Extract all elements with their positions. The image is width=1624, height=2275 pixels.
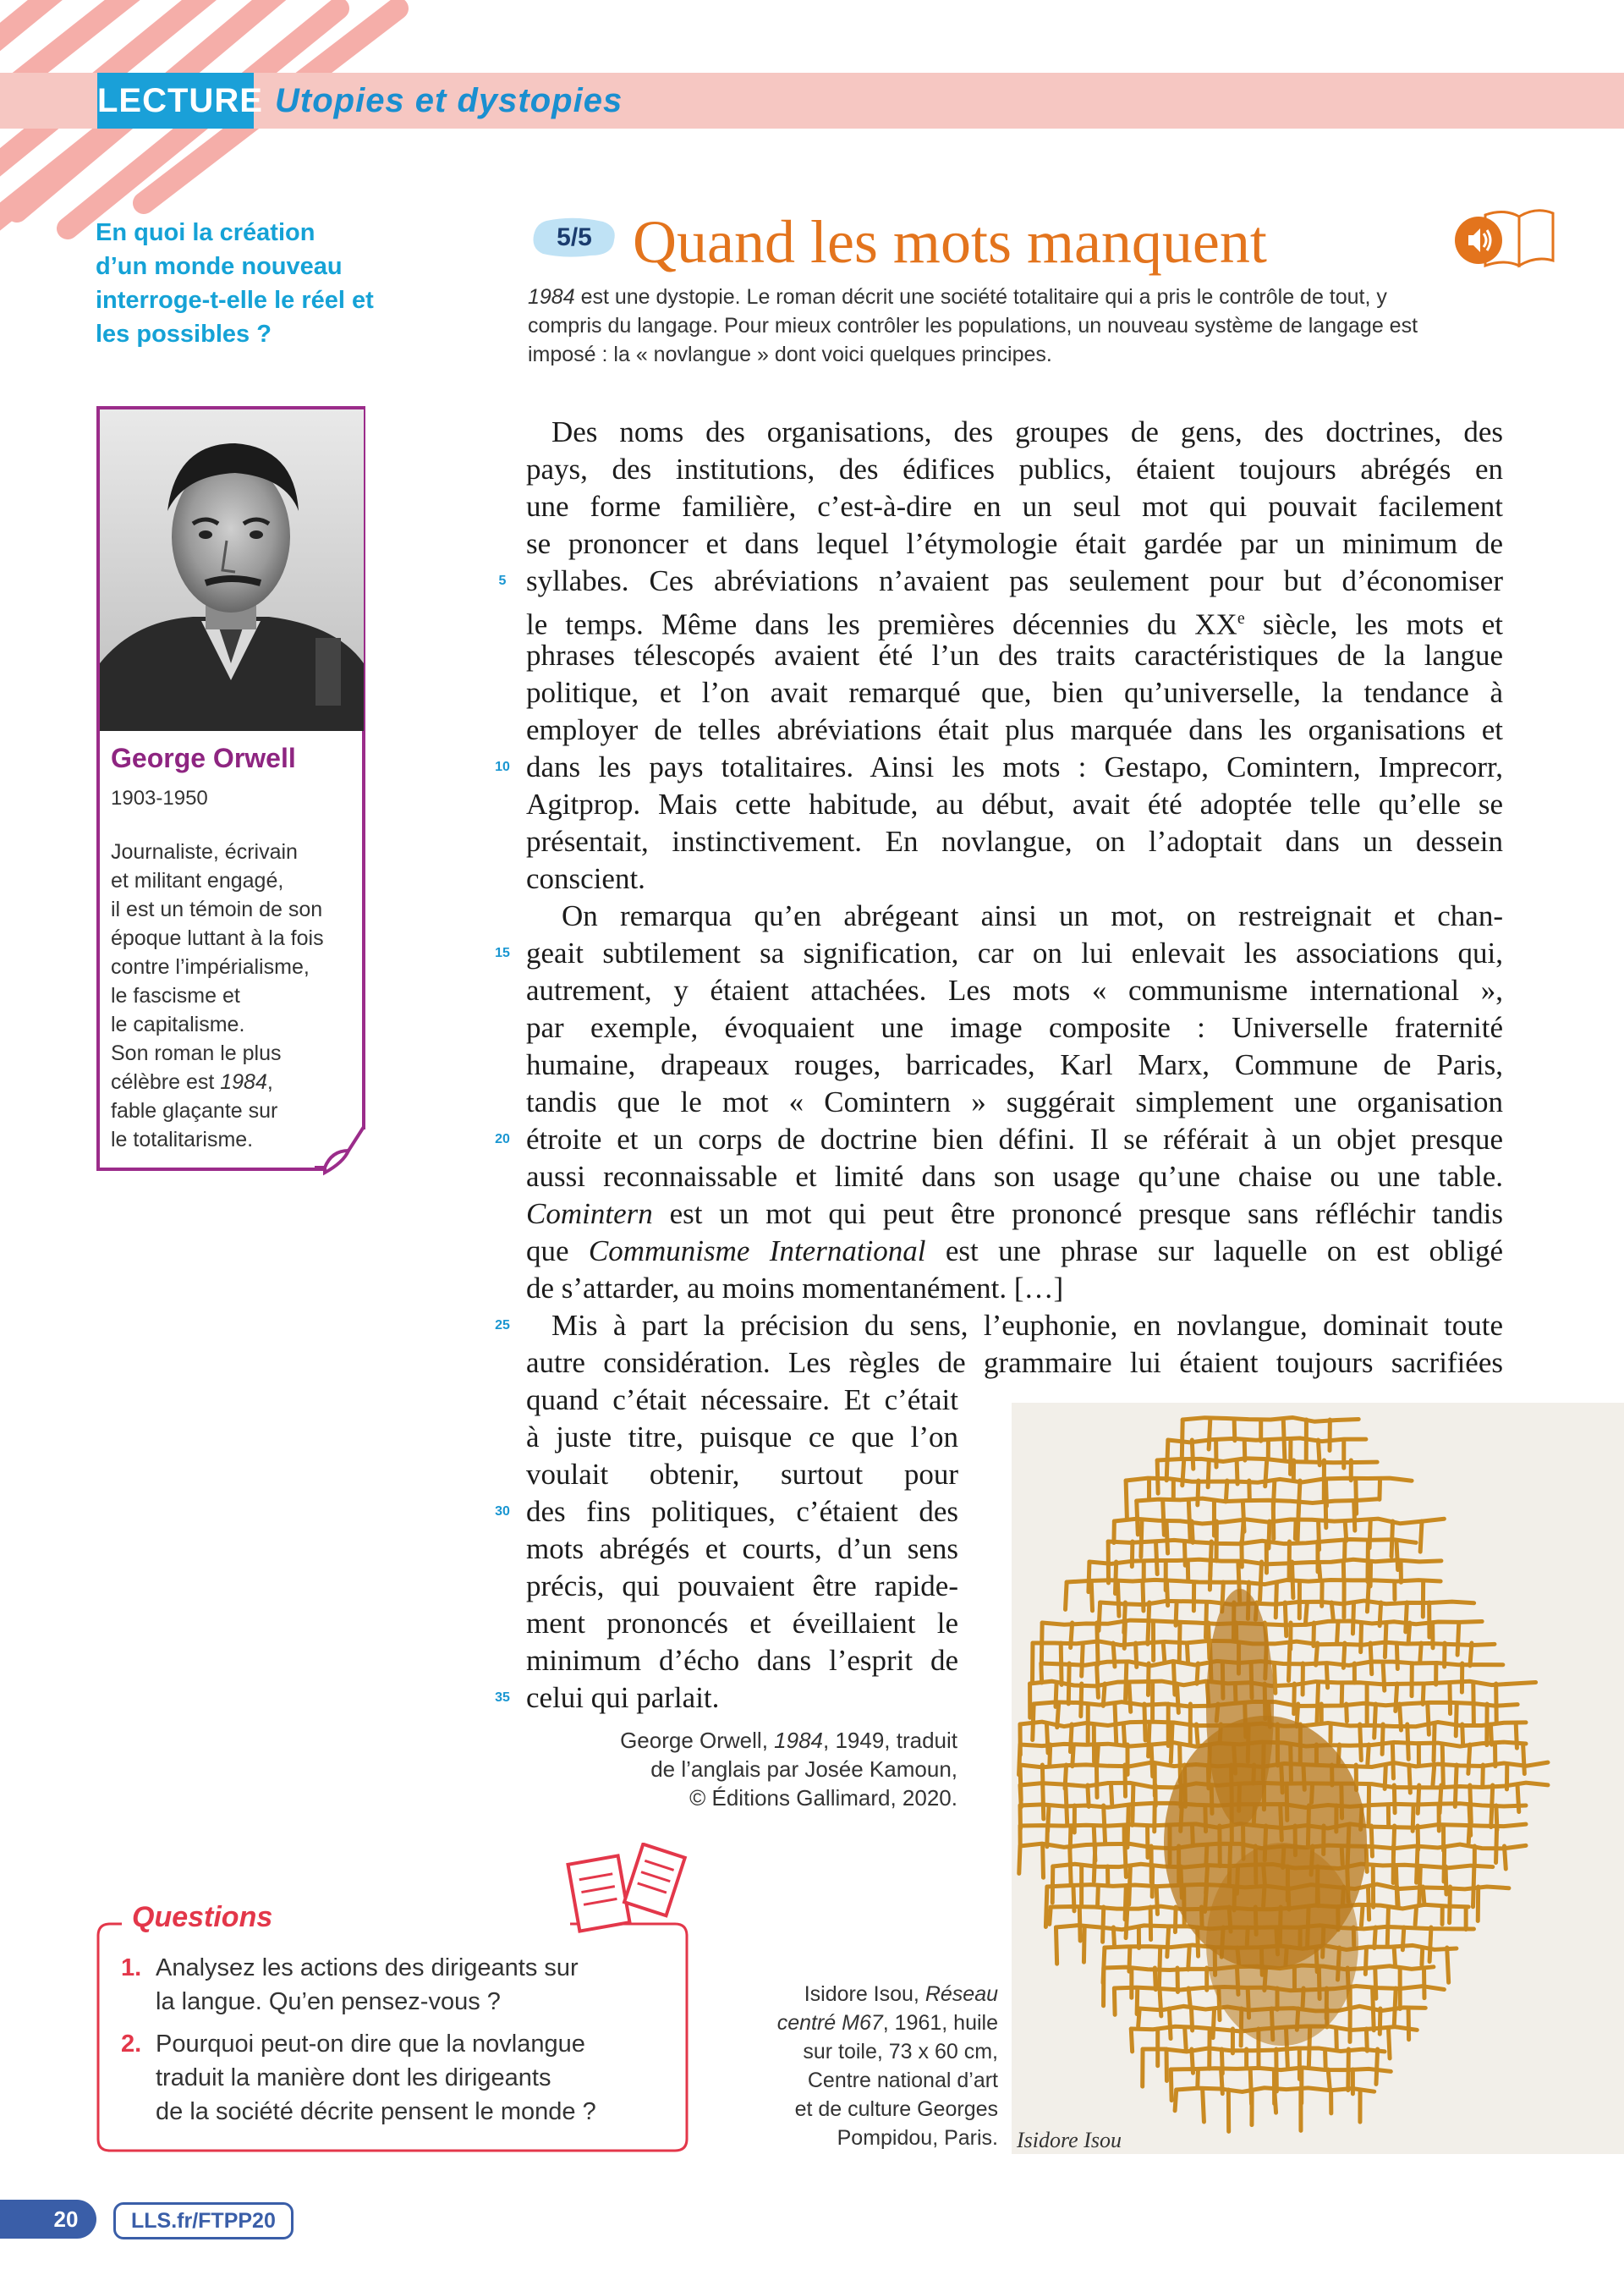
text-line xyxy=(526,600,1503,641)
caption-line: et de culture Georges xyxy=(794,2097,998,2121)
text-line: autrement, y étaient attachées. Les mots « communisme international », xyxy=(526,974,1503,1007)
superscript: e xyxy=(1237,609,1245,628)
caption-italic-title: Réseau xyxy=(924,1982,998,2006)
guiding-question-line: les possibles ? xyxy=(96,321,272,348)
text-line: politique, et l’on avait remarqué que, bien qu’universelle, la tendance à xyxy=(526,676,1503,709)
text-fragment: siècle, les mots et xyxy=(1244,607,1503,641)
bio-line: époque luttant à la fois xyxy=(111,926,324,950)
intro-text xyxy=(528,283,1502,369)
intro-line: imposé : la « novlangue » dont voici quelques principes. xyxy=(528,343,1052,366)
text-line: par exemple, évoquaient une image composite : Universelle fraternité xyxy=(526,1011,1503,1044)
text-line: tandis que le mot « Comintern » suggérait simplement une organisation xyxy=(526,1085,1503,1118)
caption-line xyxy=(744,1980,998,2008)
line-number: 10 xyxy=(495,760,510,774)
bio-line xyxy=(111,1068,352,1096)
audio-book-icon[interactable] xyxy=(1453,200,1555,272)
text-line: de s’attarder, au moins momentanément. […] xyxy=(526,1272,1064,1305)
guiding-question-line: d’un monde nouveau xyxy=(96,253,343,280)
text-line: Agitprop. Mais cette habitude, au début, avait été adoptée telle qu’elle se xyxy=(526,788,1503,821)
text-line: geait subtilement sa signification, car on lui enlevait les associations qui, xyxy=(526,937,1503,970)
question-number: 2. xyxy=(121,2030,142,2058)
guiding-question-line: En quoi la création xyxy=(96,219,315,246)
text-line: des fins politiques, c’étaient des xyxy=(526,1495,958,1528)
source-fragment: George Orwell, xyxy=(620,1728,775,1753)
italic-term: Comintern xyxy=(526,1197,653,1230)
papers-icon xyxy=(557,1843,692,1937)
painting-caption xyxy=(744,1980,998,2152)
line-number: 20 xyxy=(495,1132,510,1146)
text-line: On remarqua qu’en abrégeant ainsi un mot, on restreignait et chan- xyxy=(562,899,1503,932)
text-line xyxy=(526,1195,1503,1233)
italic-term: Communisme International xyxy=(588,1234,926,1267)
guiding-question-line: interroge-t-elle le réel et xyxy=(96,287,374,314)
text-line: Des noms des organisations, des groupes de gens, des doctrines, des xyxy=(551,415,1503,448)
bio-line: le fascisme et xyxy=(111,984,240,1008)
text-fragment: est une phrase sur laquelle on est obligé xyxy=(945,1234,1503,1267)
page-curl-decoration xyxy=(315,1125,369,1176)
text-line: précis, qui pouvaient être rapide- xyxy=(526,1569,958,1602)
text-line: conscient. xyxy=(526,862,645,895)
text-line xyxy=(526,1233,1503,1270)
page-number: 20 xyxy=(53,2206,79,2232)
intro-line: compris du langage. Pour mieux contrôler les populations, un nouveau système de langage est xyxy=(528,314,1418,338)
text-line: se prononcer et dans lequel l’étymologie était gardée par un minimum de xyxy=(526,527,1503,560)
text-line: celui qui parlait. xyxy=(526,1681,720,1714)
author-dates: 1903-1950 xyxy=(111,787,208,810)
text-line: syllabes. Ces abréviations n’avaient pas seulement pour but d’économiser xyxy=(526,564,1503,597)
lls-link[interactable]: LLS.fr/FTPP20 xyxy=(113,2202,294,2239)
author-name: George Orwell xyxy=(111,743,296,773)
source-fragment: , 1949, traduit xyxy=(823,1728,957,1753)
text-line: Mis à part la précision du sens, l’euphonie, en novlangue, dominait toute xyxy=(551,1309,1503,1342)
question-text-line: la langue. Qu’en pensez-vous ? xyxy=(156,1988,501,2015)
bio-line: le totalitarisme. xyxy=(111,1128,254,1151)
text-fragment: est un mot qui peut être prononcé presque sans réfléchir tandis xyxy=(669,1197,1503,1230)
question-text-line: de la société décrite pensent le monde ? xyxy=(156,2098,596,2125)
line-number: 30 xyxy=(495,1504,510,1519)
bio-line: contre l’impérialisme, xyxy=(111,955,310,979)
text-line: présentait, instinctivement. En novlangue, on l’adoptait dans un dessein xyxy=(526,825,1503,858)
bio-text-fragment: célèbre est xyxy=(111,1070,215,1094)
line-number: 25 xyxy=(495,1318,510,1333)
text-line: pays, des institutions, des édifices publics, étaient toujours abrégés en xyxy=(526,453,1503,486)
author-card-border xyxy=(96,1168,325,1171)
caption-line: sur toile, 73 x 60 cm, xyxy=(803,2040,998,2063)
line-number: 15 xyxy=(495,946,510,960)
question-number: 1. xyxy=(121,1954,142,1981)
painting-signature: Isidore Isou xyxy=(1017,2128,1122,2152)
source-citation xyxy=(526,1726,957,1812)
bio-line: le capitalisme. xyxy=(111,1013,245,1036)
caption-fragment: , 1961, huile xyxy=(882,2011,998,2035)
intro-italic-title: 1984 xyxy=(528,285,575,309)
source-line xyxy=(526,1726,957,1755)
text-line: autre considération. Les règles de grammaire lui étaient toujours sacrifiées xyxy=(526,1346,1503,1379)
guiding-question xyxy=(96,216,417,351)
text-line: ment prononcés et éveillaient le xyxy=(526,1607,958,1640)
section-label: LECTURE xyxy=(97,73,254,129)
source-line: © Éditions Gallimard, 2020. xyxy=(689,1785,957,1811)
caption-line: Pompidou, Paris. xyxy=(837,2126,998,2150)
caption-italic-title: centré M67 xyxy=(776,2011,883,2035)
bio-text-fragment: , xyxy=(266,1070,273,1094)
painting-image xyxy=(1012,1403,1624,2154)
text-fragment: que xyxy=(526,1234,569,1267)
text-line: dans les pays totalitaires. Ainsi les mots : Gestapo, Comintern, Imprecorr, xyxy=(526,750,1503,783)
section-title: Utopies et dystopies xyxy=(275,82,623,119)
bio-line: fable glaçante sur xyxy=(111,1099,278,1123)
intro-line xyxy=(528,283,1502,311)
author-portrait xyxy=(100,409,364,731)
text-line: étroite et un corps de doctrine bien défini. Il se référait à un objet presque xyxy=(526,1123,1503,1156)
caption-line: Centre national d’art xyxy=(807,2069,998,2092)
text-line: phrases télescopés avaient été l’un des traits caractéristiques de la langue xyxy=(526,639,1503,672)
intro-text-fragment: est une dystopie. Le roman décrit une société totalitaire qui a pris le contrôle de tout, y xyxy=(580,285,1387,309)
text-line: une forme familière, c’est-à-dire en un seul mot qui pouvait facilement xyxy=(526,490,1503,523)
bio-line: Son roman le plus xyxy=(111,1041,282,1065)
text-title: Quand les mots manquent xyxy=(633,208,1267,276)
question-text-line: traduit la manière dont les dirigeants xyxy=(156,2064,551,2091)
text-line: aussi reconnaissable et limité dans son usage qu’une chaise ou une table. xyxy=(526,1160,1503,1193)
bio-line: et militant engagé, xyxy=(111,869,284,893)
text-line: minimum d’écho dans l’esprit de xyxy=(526,1644,958,1677)
question-text-line: Analysez les actions des dirigeants sur xyxy=(156,1954,579,1981)
line-number: 5 xyxy=(498,574,507,588)
question-text-line: Pourquoi peut-on dire que la novlangue xyxy=(156,2030,585,2058)
author-bio xyxy=(111,838,352,1154)
bio-line: il est un témoin de son xyxy=(111,898,323,921)
caption-fragment: Isidore Isou, xyxy=(804,1982,925,2006)
text-fragment: le temps. Même dans les premières décennies du XX xyxy=(526,607,1237,641)
caption-line xyxy=(744,2008,998,2037)
text-line: à juste titre, puisque ce que l’on xyxy=(526,1421,958,1453)
text-line: quand c’était nécessaire. Et c’était xyxy=(526,1383,958,1416)
source-work-title: 1984 xyxy=(774,1728,823,1753)
text-line: voulait obtenir, surtout pour xyxy=(526,1458,958,1491)
questions-title: Questions xyxy=(125,1899,279,1936)
source-line: de l’anglais par Josée Kamoun, xyxy=(650,1756,957,1782)
text-number-badge: 5/5 xyxy=(557,223,592,251)
bio-line: Journaliste, écrivain xyxy=(111,840,298,864)
text-line: mots abrégés et courts, d’un sens xyxy=(526,1532,958,1565)
text-line: humaine, drapeaux rouges, barricades, Karl Marx, Commune de Paris, xyxy=(526,1048,1503,1081)
bio-italic-title: 1984 xyxy=(220,1070,267,1094)
text-line: employer de telles abréviations était plus marquée dans les organisations et xyxy=(526,713,1503,746)
line-number: 35 xyxy=(495,1690,510,1705)
